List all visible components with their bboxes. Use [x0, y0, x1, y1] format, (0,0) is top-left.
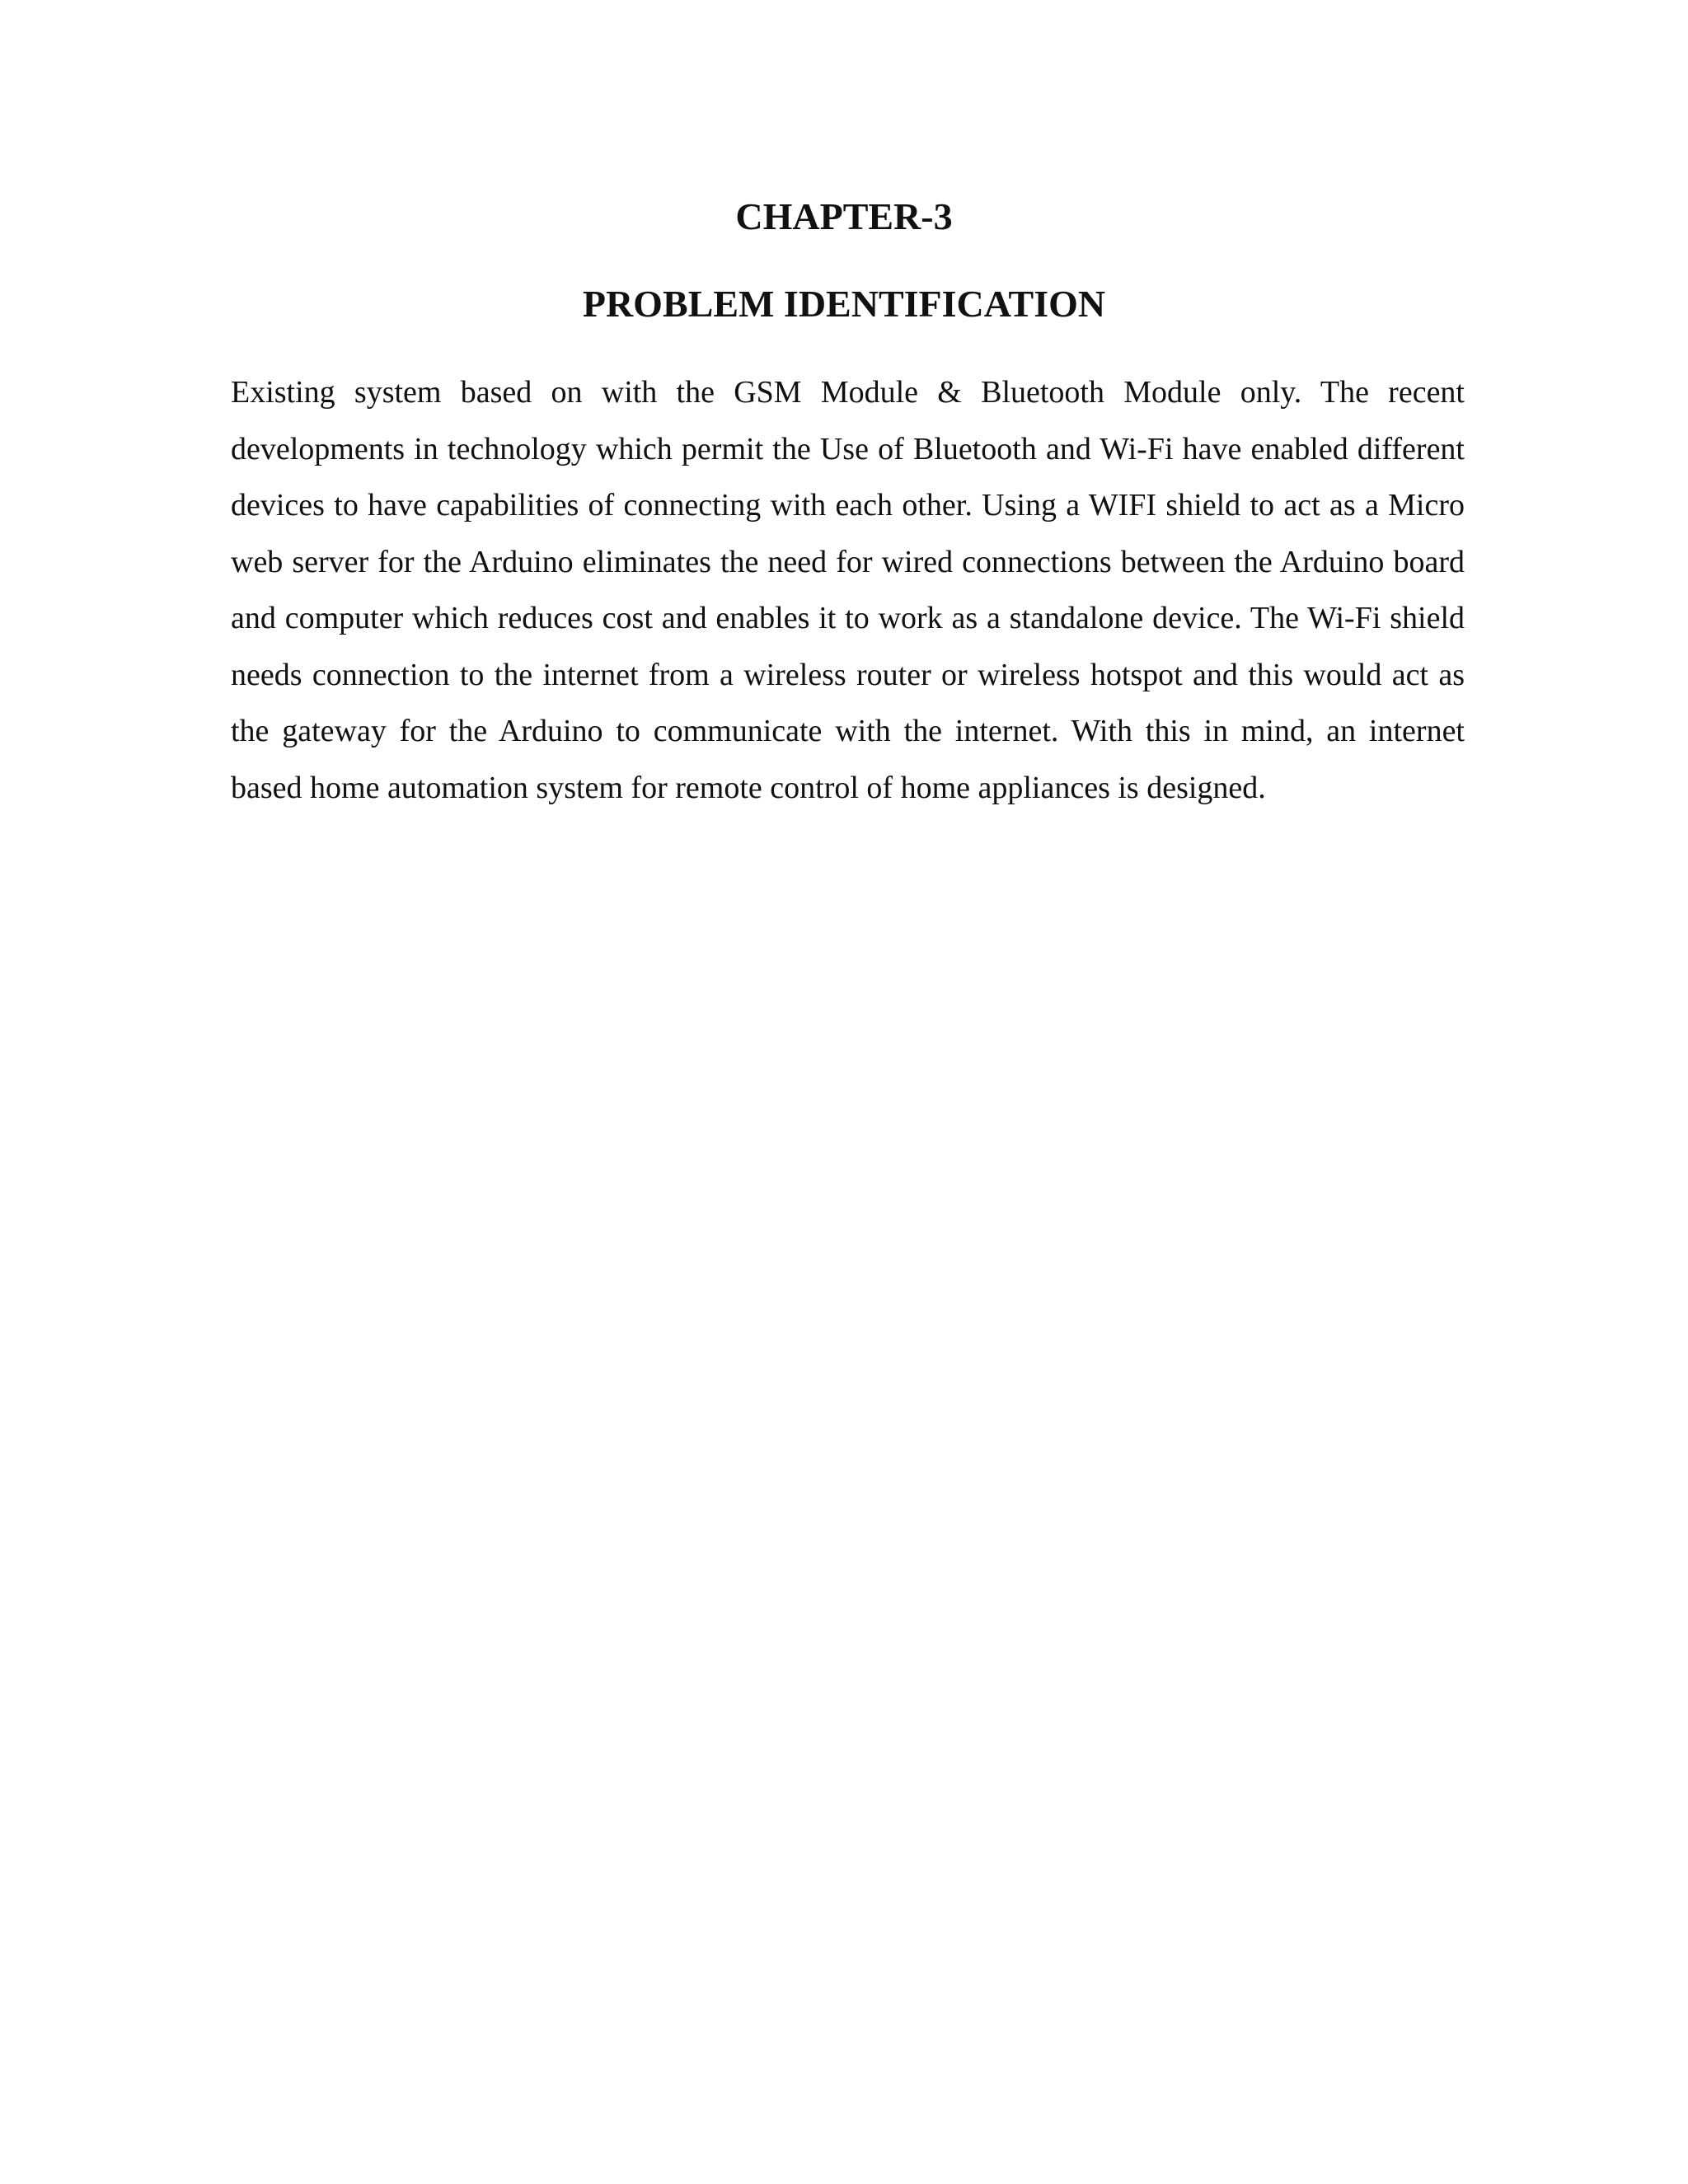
chapter-label: CHAPTER-3 [735, 195, 953, 237]
body-paragraph: Existing system based on with the GSM Module & Bluetooth Module only. The recent developments in technology which permit the Use of Bluetooth and Wi-Fi have enabled different devices to have capabilities of connecting with each other. Using a WIFI shield to act as a Micro web server for the Arduino eliminates the need for wired connections between the Arduino board and computer which reduces cost and enables it to work as a standalone device. The Wi-Fi shield needs connection to the internet from a wireless router or wireless hotspot and this would act as the gateway for the Arduino to communicate with the internet. With this in mind, an internet based home automation system for remote control of home appliances is designed. [231, 375, 1465, 805]
chapter-title: PROBLEM IDENTIFICATION [582, 283, 1106, 325]
